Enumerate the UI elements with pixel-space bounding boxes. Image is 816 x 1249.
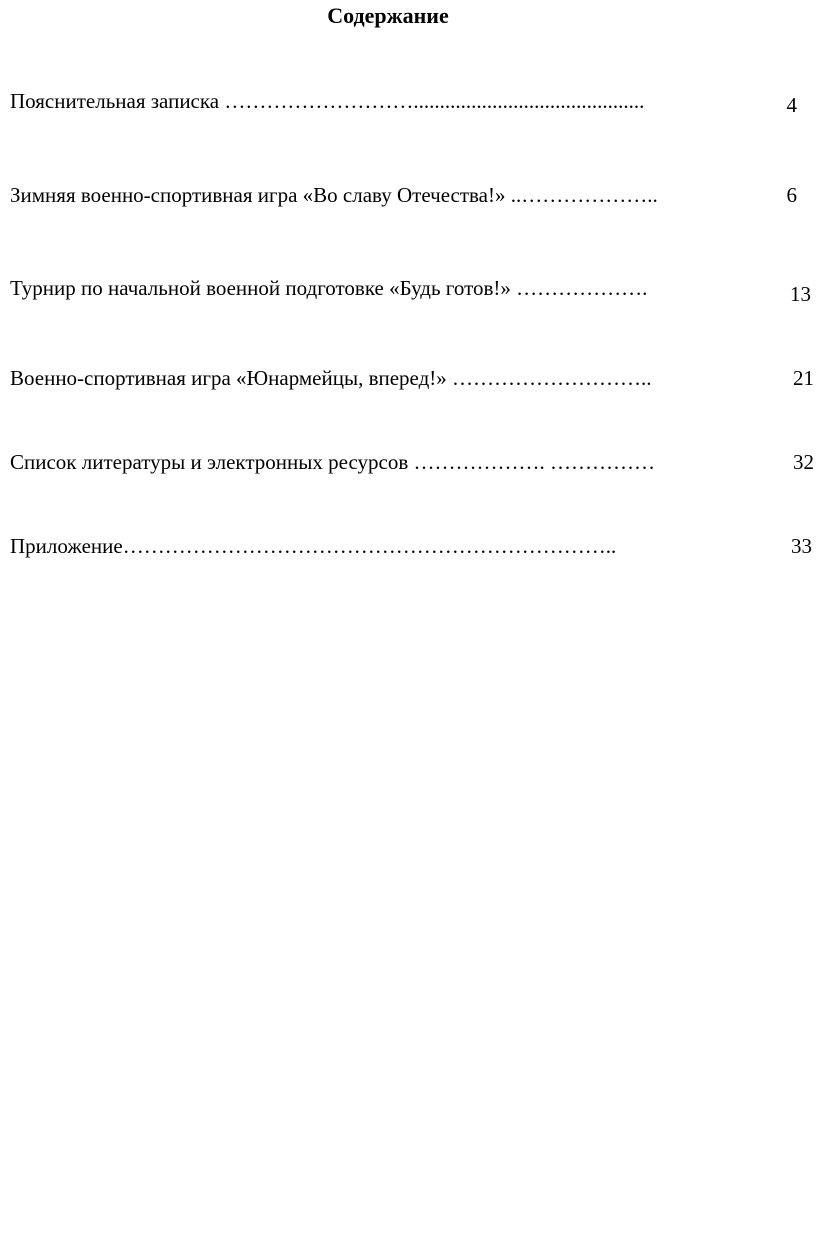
toc-entry-page: 6 <box>786 183 797 207</box>
toc-entry-page: 32 <box>793 450 814 474</box>
toc-entry-page: 13 <box>790 282 811 306</box>
toc-entry <box>10 531 816 561</box>
toc-entry-text: Список литературы и электронных ресурсов ………………. …………… <box>10 450 656 474</box>
toc-entry-text: Турнир по начальной военной подготовке «Будь готов!» ………………. <box>10 276 648 300</box>
toc-entry-text: Приложение…………………………………………………………….. <box>10 534 617 558</box>
toc-entry <box>10 447 816 477</box>
toc-entry-page: 21 <box>793 366 814 390</box>
toc-entry-text: Пояснительная записка ………………………............................................ <box>10 89 645 113</box>
toc-entry-text: Военно-спортивная игра «Юнармейцы, вперед!» ……………………….. <box>10 366 652 390</box>
toc-entry-text: Зимняя военно-спортивная игра «Во славу Отечества!» ..……………….. <box>10 183 658 207</box>
toc-entry <box>10 363 816 393</box>
page-title: Содержание <box>327 3 449 28</box>
toc-entry-page: 4 <box>786 93 797 117</box>
toc-entry <box>10 86 816 116</box>
toc-entry-page: 33 <box>791 534 812 558</box>
toc-entry <box>10 180 816 210</box>
toc-entry <box>10 273 816 306</box>
